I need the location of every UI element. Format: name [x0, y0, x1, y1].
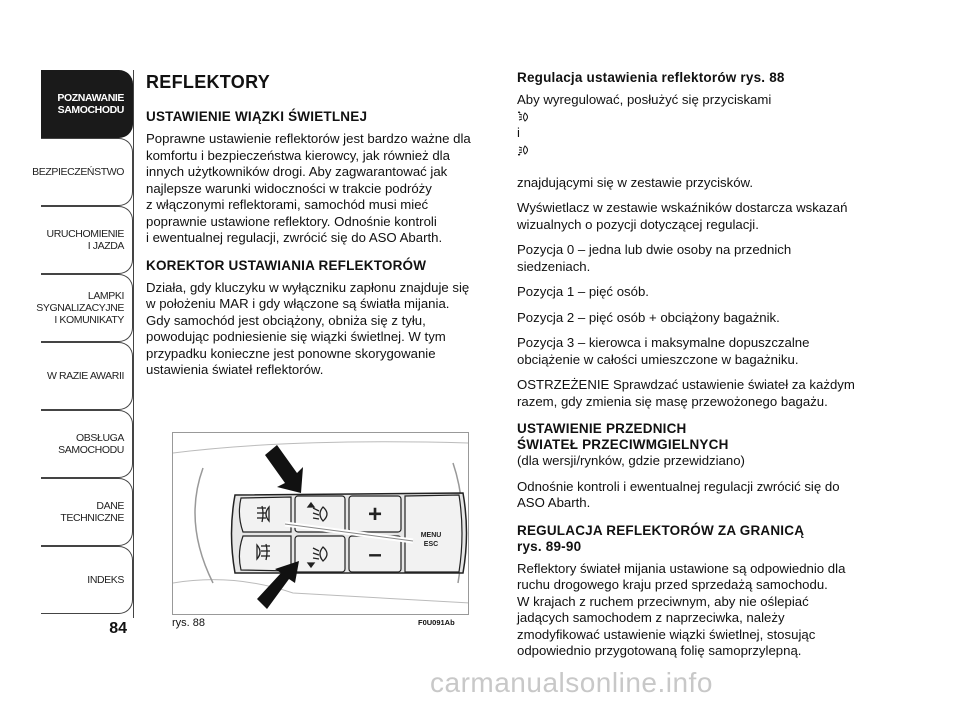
paragraph-display: Wyświetlacz w zestawie wskaźników dostarcza wskazań wizualnych o pozycji dotyczącej regulacji.	[517, 200, 848, 232]
headlight-up-icon	[518, 111, 530, 123]
control-panel-illustration	[173, 433, 469, 615]
section-heading-leveling-corrector: KOREKTOR USTAWIANIA REFLEKTORÓW	[146, 257, 427, 273]
esc-label: ESC	[423, 541, 439, 548]
regulation-text-and: i	[517, 125, 520, 140]
paragraph-position-0: Pozycja 0 – jedna lub dwie osoby na przednich siedzeniach.	[517, 242, 792, 274]
menu-label: MENU	[420, 532, 442, 539]
paragraph-leveling-corrector: Działa, gdy kluczyku w wyłączniku zapłonu znajduje się w położeniu MAR i gdy włączone są światła mijania. Gdy samochód jest obciążony, obniża się z tyłu, powodując podniesienie się wiązki świetlnej. W tym przypadku konieczne jest ponowne skorygowanie ustawienia świateł reflektorów.	[146, 279, 470, 377]
paragraph-regulation-buttons	[517, 92, 877, 191]
tab-bezpieczenstwo[interactable]: BEZPIECZEŃSTWO	[41, 138, 133, 206]
figure-headlight-control-panel	[172, 432, 469, 615]
page-title: REFLEKTORY	[146, 72, 271, 92]
paragraph-position-2: Pozycja 2 – pięć osób + obciążony bagażnik.	[517, 309, 780, 325]
section-heading-headlight-regulation: Regulacja ustawienia reflektorów rys. 88	[517, 70, 785, 85]
section-heading-beam-setting: USTAWIENIE WIĄZKI ŚWIETLNEJ	[146, 109, 368, 124]
tab-dane-techniczne[interactable]: DANE TECHNICZNE	[41, 478, 133, 546]
sidebar-divider	[133, 70, 134, 618]
right-column	[517, 70, 877, 669]
paragraph-abroad: Reflektory świateł mijania ustawione są odpowiednio dla ruchu drogowego kraju przed sprzedażą samochodu. W krajach z ruchem przeciwnym, aby nie oślepiać jadących samochodem z naprzeciwka, należy zmodyfikować ustawienie wiązki świetlnej, stosując odpowiednio przygotowaną folię samoprzylepną.	[517, 560, 846, 658]
section-heading-abroad: REGULACJA REFLEKTORÓW ZA GRANICĄ rys. 89-90	[517, 522, 805, 554]
section-heading-fog-lights: USTAWIENIE PRZEDNICH ŚWIATEŁ PRZECIWMGIELNYCH	[517, 421, 729, 452]
paragraph-fog-text: Odnośnie kontroli i ewentualnej regulacji zwrócić się do ASO Abarth.	[517, 478, 840, 510]
tab-indeks[interactable]: INDEKS	[41, 546, 133, 614]
minus-button-label: –	[368, 541, 382, 568]
figure-caption: rys. 88	[172, 617, 206, 629]
chapter-sidebar	[32, 70, 133, 614]
figure-code: F0U091Ab	[418, 618, 455, 627]
paragraph-warning: OSTRZEŻENIE Sprawdzać ustawienie świateł za każdym razem, gdy zmienia się masę przewożonego bagażu.	[517, 377, 855, 409]
tab-w-razie-awarii[interactable]: W RAZIE AWARII	[41, 342, 133, 410]
regulation-text-a: Aby wyregulować, posłużyć się przyciskami	[517, 92, 772, 107]
watermark: carmanualsonline.info	[430, 667, 713, 698]
regulation-text-b: znajdującymi się w zestawie przycisków.	[517, 174, 753, 190]
paragraph-position-3: Pozycja 3 – kierowca i maksymalne dopuszczalne obciążenie w całości umieszczone w bagażniku.	[517, 335, 810, 367]
paragraph-fog-note: (dla wersji/rynków, gdzie przewidziano)	[517, 453, 745, 468]
paragraph-position-1: Pozycja 1 – pięć osób.	[517, 284, 649, 299]
headlight-down-icon	[518, 144, 530, 156]
tab-obsluga-samochodu[interactable]: OBSŁUGA SAMOCHODU	[41, 410, 133, 478]
tab-poznawanie-samochodu[interactable]: POZNAWANIE SAMOCHODU	[41, 70, 133, 138]
left-column	[146, 70, 496, 388]
page-number: 84	[109, 620, 127, 637]
plus-button-label: +	[367, 501, 383, 528]
paragraph-beam-setting: Poprawne ustawienie reflektorów jest bardzo ważne dla komfortu i bezpieczeństwa kierowcy, jak również dla innych użytkowników drogi. Aby zagwarantować jak najlepsze warunki widoczności w trakcie podróży z włączonymi reflektorami, samochód musi mieć poprawnie ustawione reflektory. Odnośnie kontroli i ewentualnej regulacji, zwrócić się do ASO Abarth.	[146, 131, 471, 245]
tab-uruchomienie-i-jazda[interactable]: URUCHOMIENIE I JAZDA	[41, 206, 133, 274]
tab-lampki-sygnalizacyjne[interactable]: LAMPKI SYGNALIZACYJNE I KOMUNIKATY	[41, 274, 133, 342]
